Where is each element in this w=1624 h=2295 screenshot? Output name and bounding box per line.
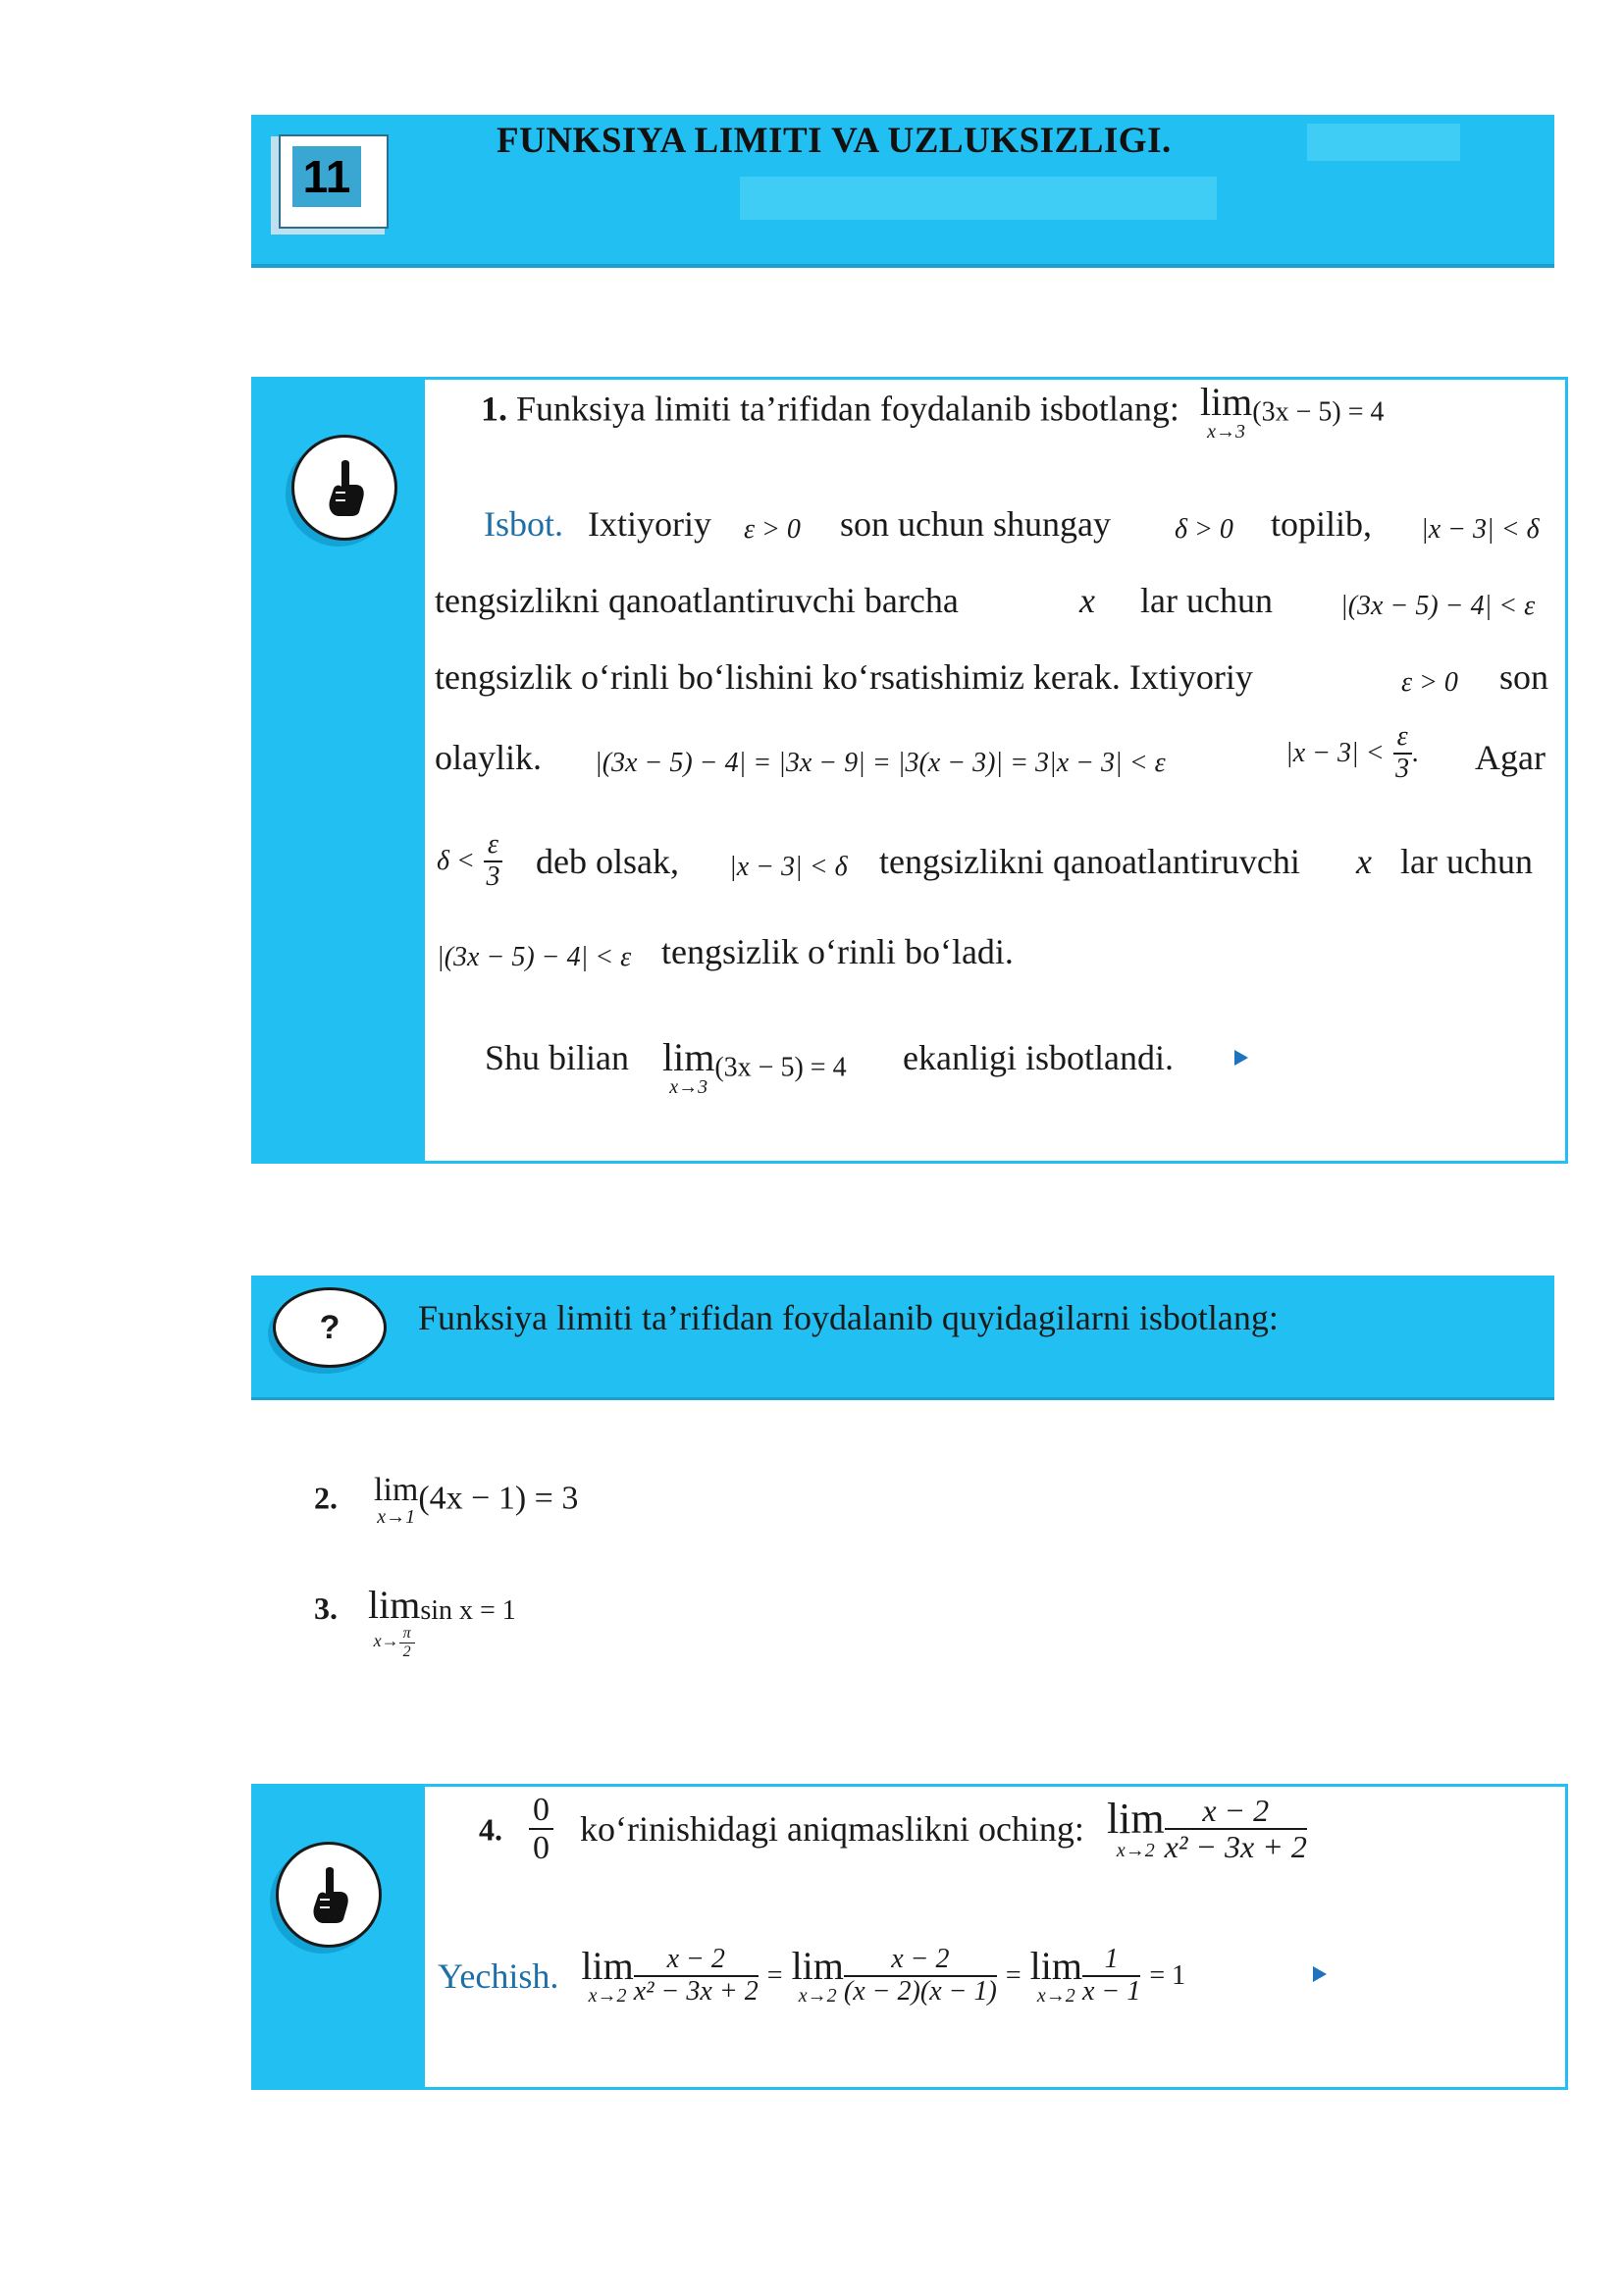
lim-subscript-8: x→2: [1036, 1984, 1075, 2007]
chapter-number-box: [279, 134, 389, 229]
exercise-2-lim: [374, 1474, 418, 1527]
solution-frac-2: [844, 1945, 997, 2008]
end-marker-icon: [1234, 1050, 1248, 1066]
frac-denominator: 3: [1395, 753, 1410, 784]
proof-line-3-text-b: son: [1499, 657, 1549, 697]
exercise-2-expression: (4x − 1) = 3: [418, 1480, 579, 1517]
abs-x-minus-3-lt-delta: |x − 3| < δ: [1421, 514, 1540, 545]
exercise-2: [314, 1474, 578, 1527]
epsilon-over-3: [1393, 722, 1412, 785]
solution-line: [438, 1945, 1185, 2008]
inequality-chain: |(3x − 5) − 4| = |3x − 9| = |3(x − 3)| = 3|x − 3| < ε: [595, 748, 1166, 778]
chapter-header: [251, 115, 1554, 268]
zero-numerator: 0: [529, 1792, 553, 1830]
example-1-badge: [291, 435, 397, 541]
solution-frac-1: [634, 1945, 759, 2008]
epsilon-condition-2: ε > 0: [1401, 667, 1458, 698]
conclusion-limit: [662, 1035, 847, 1098]
end-marker-icon-2: [1313, 1966, 1327, 1982]
chapter-title: FUNKSIYA LIMITI VA UZLUKSIZLIGI.: [497, 121, 1172, 161]
lim-subscript-4: [368, 1625, 420, 1660]
conclusion-text-a: Shu bilian: [485, 1038, 630, 1077]
example-1-limit: [1199, 380, 1253, 443]
proof-line-1-text-a: Ixtiyoriy: [588, 504, 711, 544]
proof-label: Isbot.: [484, 504, 563, 544]
conclusion-text-b: ekanligi isbotlandi.: [903, 1038, 1174, 1077]
example-4-statement: ko‘rinishidagi aniqmaslikni oching:: [580, 1809, 1084, 1850]
example-4-statement-line: [479, 1792, 1307, 1867]
lim-subscript-2: x→3: [669, 1076, 708, 1098]
solution-lim-3: [1029, 1943, 1082, 2007]
example-1-statement-line: [481, 380, 1385, 443]
abs-x-minus-3-lt-frac: |x − 3| < $\frac{\varepsilon}{3}$ .: [1285, 721, 1419, 784]
lim-sub-arrow: x→: [373, 1631, 399, 1651]
proof-line-5-text-b: tengsizlikni qanoatlantiruvchi: [879, 842, 1300, 881]
pi: π: [399, 1625, 415, 1643]
proof-line-1-text-c: topilib,: [1271, 504, 1373, 544]
example-4-frac-num: x − 2: [1165, 1794, 1307, 1830]
proof-line-4-text-a: olaylik.: [435, 738, 542, 777]
two: 2: [402, 1643, 411, 1660]
abs-x-minus-3: |x − 3| <: [1285, 738, 1385, 769]
exercise-prompt-text: Funksiya limiti ta’rifidan foydalanib quyidagilarni isbotlang:: [418, 1298, 1279, 1337]
solution-label: Yechish.: [438, 1956, 559, 1996]
lim-word-4: lim: [368, 1583, 421, 1627]
epsilon-over-3-2: [484, 830, 502, 893]
example-4-lim: [1106, 1795, 1165, 1862]
lim-subscript-5: x→2: [1116, 1840, 1155, 1862]
frac-numerator-2: ε: [484, 830, 502, 862]
lim-word-5: lim: [1106, 1795, 1165, 1844]
zero-denominator: 0: [533, 1830, 550, 1867]
solution-frac-3-den: x − 1: [1082, 1975, 1141, 2007]
delta-lt: δ <: [437, 846, 475, 877]
pi-over-2: [399, 1625, 415, 1660]
proof-line-2-text-a: tengsizlikni qanoatlantiruvchi barcha: [435, 581, 959, 620]
solution-result: = 1: [1149, 1959, 1186, 1991]
proof-line-2-text-b: lar uchun: [1140, 581, 1273, 620]
lim-word-8: lim: [1029, 1943, 1082, 1988]
example-4-frac-den: x² − 3x + 2: [1164, 1829, 1307, 1865]
variable-x-2: x: [1356, 842, 1372, 881]
epsilon-condition: ε > 0: [744, 514, 801, 545]
lim-subscript: x→3: [1207, 421, 1246, 443]
frac-denominator-2: 3: [486, 861, 500, 892]
solution-frac-2-den: (x − 2)(x − 1): [843, 1975, 997, 2007]
delta-lt-frac: [437, 830, 502, 893]
abs-x-minus-3-lt-delta-2: |x − 3| < δ: [729, 852, 848, 882]
exercise-3-lim: [368, 1583, 421, 1660]
exercise-3-number: 3.: [314, 1591, 338, 1626]
conclusion-lim: [662, 1035, 715, 1098]
lim-subscript-3: x→1: [377, 1506, 416, 1528]
delta-condition: δ > 0: [1175, 514, 1233, 545]
proof-line-6-text: tengsizlik o‘rinli bo‘ladi.: [661, 932, 1014, 971]
variable-x: x: [1079, 581, 1095, 620]
lim-subscript-7: x→2: [798, 1984, 837, 2007]
abs-expression-lt-epsilon: |(3x − 5) − 4| < ε: [1340, 591, 1536, 621]
solution-frac-3-num: 1: [1082, 1945, 1140, 1977]
lim-word-2: lim: [662, 1035, 715, 1079]
equals-2: =: [1005, 1959, 1022, 1991]
frac-numerator: ε: [1393, 722, 1412, 755]
proof-line-1-text-b: son uchun shungay: [840, 504, 1111, 544]
lim-subscript-6: x→2: [588, 1984, 627, 2007]
example-1-statement: Funksiya limiti ta’rifidan foydalanib isbotlang:: [516, 389, 1179, 429]
solution-frac-2-num: x − 2: [844, 1945, 997, 1977]
proof-line-4-text-b: Agar: [1475, 738, 1545, 777]
exercise-prompt-bar: [251, 1276, 1554, 1400]
abs-expression-lt-epsilon-2: |(3x − 5) − 4| < ε: [437, 942, 632, 972]
lim-word-3: lim: [374, 1472, 419, 1508]
proof-line-5-text-c: lar uchun: [1400, 842, 1533, 881]
conclusion-expression: (3x − 5) = 4: [714, 1052, 847, 1083]
exercise-3: [314, 1583, 516, 1660]
proof-line-3-text-a: tengsizlik o‘rinli bo‘lishini ko‘rsatishimiz kerak. Ixtiyoriy: [435, 657, 1253, 697]
title-highlight: [1307, 124, 1460, 161]
lim-word-7: lim: [791, 1943, 844, 1988]
example-1-number: 1.: [481, 389, 507, 429]
equals-1: =: [766, 1959, 783, 1991]
chapter-number: 11: [292, 146, 361, 207]
example-4-badge: [276, 1842, 382, 1948]
pointing-hand-icon: [320, 459, 371, 518]
subtitle-highlight: [740, 177, 1217, 220]
zero-over-zero: [529, 1792, 553, 1867]
solution-lim-2: [791, 1943, 844, 2007]
lim-word: lim: [1199, 380, 1253, 424]
lim-word-6: lim: [581, 1943, 634, 1988]
example-4-number: 4.: [479, 1811, 502, 1848]
proof-line-5-text-a: deb olsak,: [536, 842, 679, 881]
pointing-hand-icon: [304, 1866, 355, 1925]
proof-line-1: [484, 502, 711, 546]
exercise-3-expression: sin x = 1: [420, 1595, 516, 1626]
exercise-2-number: 2.: [314, 1480, 338, 1516]
solution-frac-3: [1082, 1945, 1140, 2008]
solution-frac-1-den: x² − 3x + 2: [633, 1975, 759, 2007]
example-4-fraction: [1165, 1794, 1307, 1864]
question-icon: ?: [273, 1287, 387, 1368]
solution-lim-1: [581, 1943, 634, 2007]
example-1-expression: (3x − 5) = 4: [1252, 396, 1385, 428]
solution-frac-1-num: x − 2: [634, 1945, 759, 1977]
